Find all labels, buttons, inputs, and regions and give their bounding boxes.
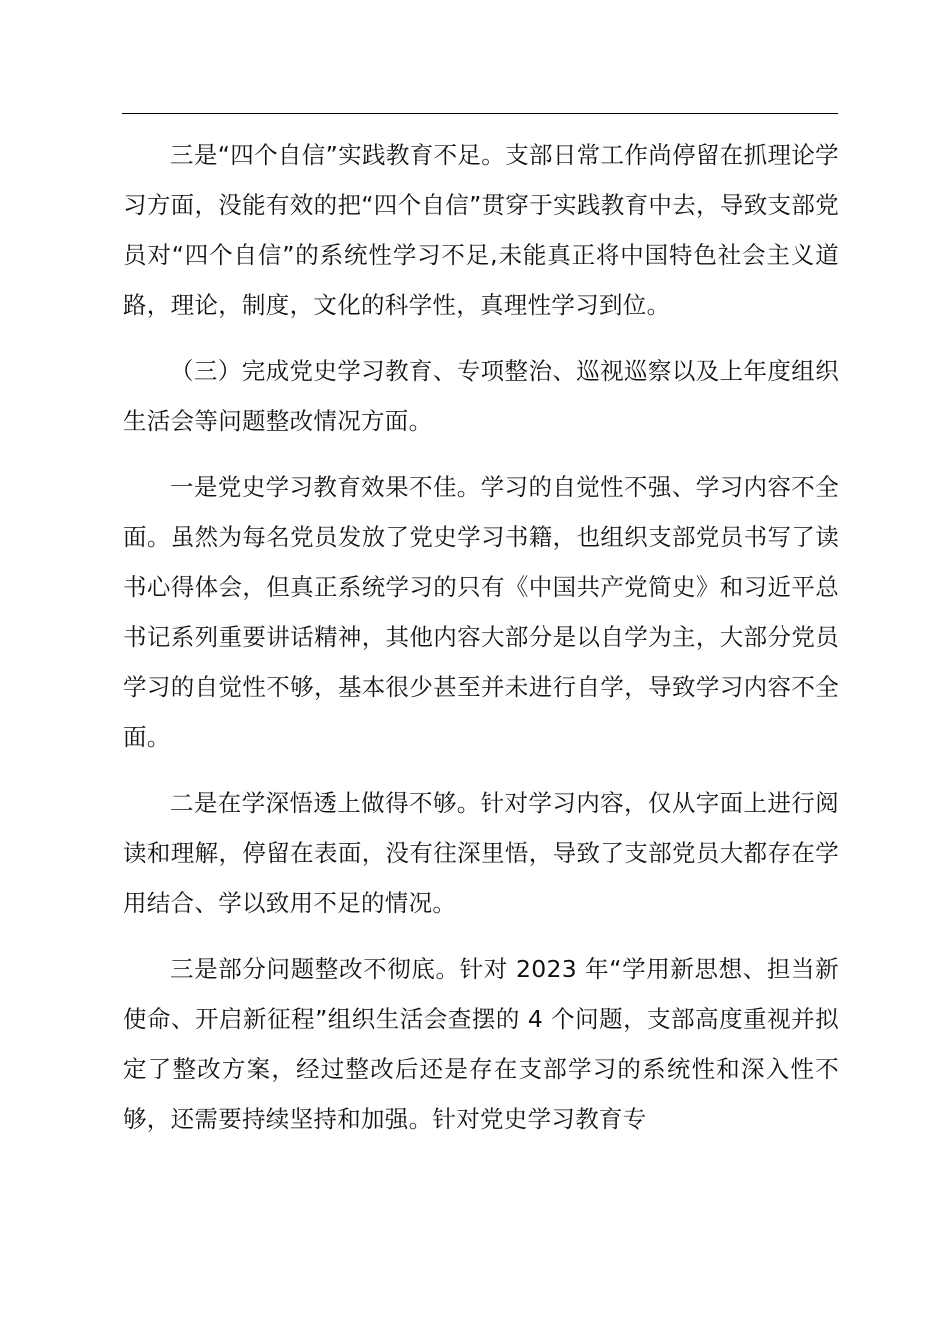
paragraph-four-confidences: 三是“四个自信”实践教育不足。支部日常工作尚停留在抓理论学习方面，没能有效的把“四个自信”贯穿于实践教育中去，导致支部党员对“四个自信”的系统性学习不足,未能真正将中国特色社会主义道路，理论，制度，文化的科学性，真理性学习到位。 — [123, 141, 839, 319]
document-body — [123, 130, 839, 1160]
paragraph-deep-understanding: 二是在学深悟透上做得不够。针对学习内容，仅从字面上进行阅读和理解，停留在表面，没有往深里悟，导致了支部党员大都存在学用结合、学以致用不足的情况。 — [123, 789, 839, 917]
section-heading-three: （三）完成党史学习教育、专项整治、巡视巡察以及上年度组织生活会等问题整改情况方面。 — [123, 357, 839, 435]
header-rule — [122, 113, 838, 114]
paragraph-party-history-education: 一是党史学习教育效果不佳。学习的自觉性不强、学习内容不全面。虽然为每名党员发放了党史学习书籍，也组织支部党员书写了读书心得体会，但真正系统学习的只有《中国共产党简史》和习近平总书记系列重要讲话精神，其他内容大部分是以自学为主，大部分党员学习的自觉性不够，基本很少甚至并未进行自学，导致学习内容不全面。 — [123, 473, 839, 751]
paragraph-rectification: 三是部分问题整改不彻底。针对 2023 年“学用新思想、担当新使命、开启新征程”组织生活会查摆的 4 个问题，支部高度重视并拟定了整改方案，经过整改后还是存在支部学习的系统性和深入性不够，还需要持续坚持和加强。针对党史学习教育专 — [123, 955, 839, 1133]
